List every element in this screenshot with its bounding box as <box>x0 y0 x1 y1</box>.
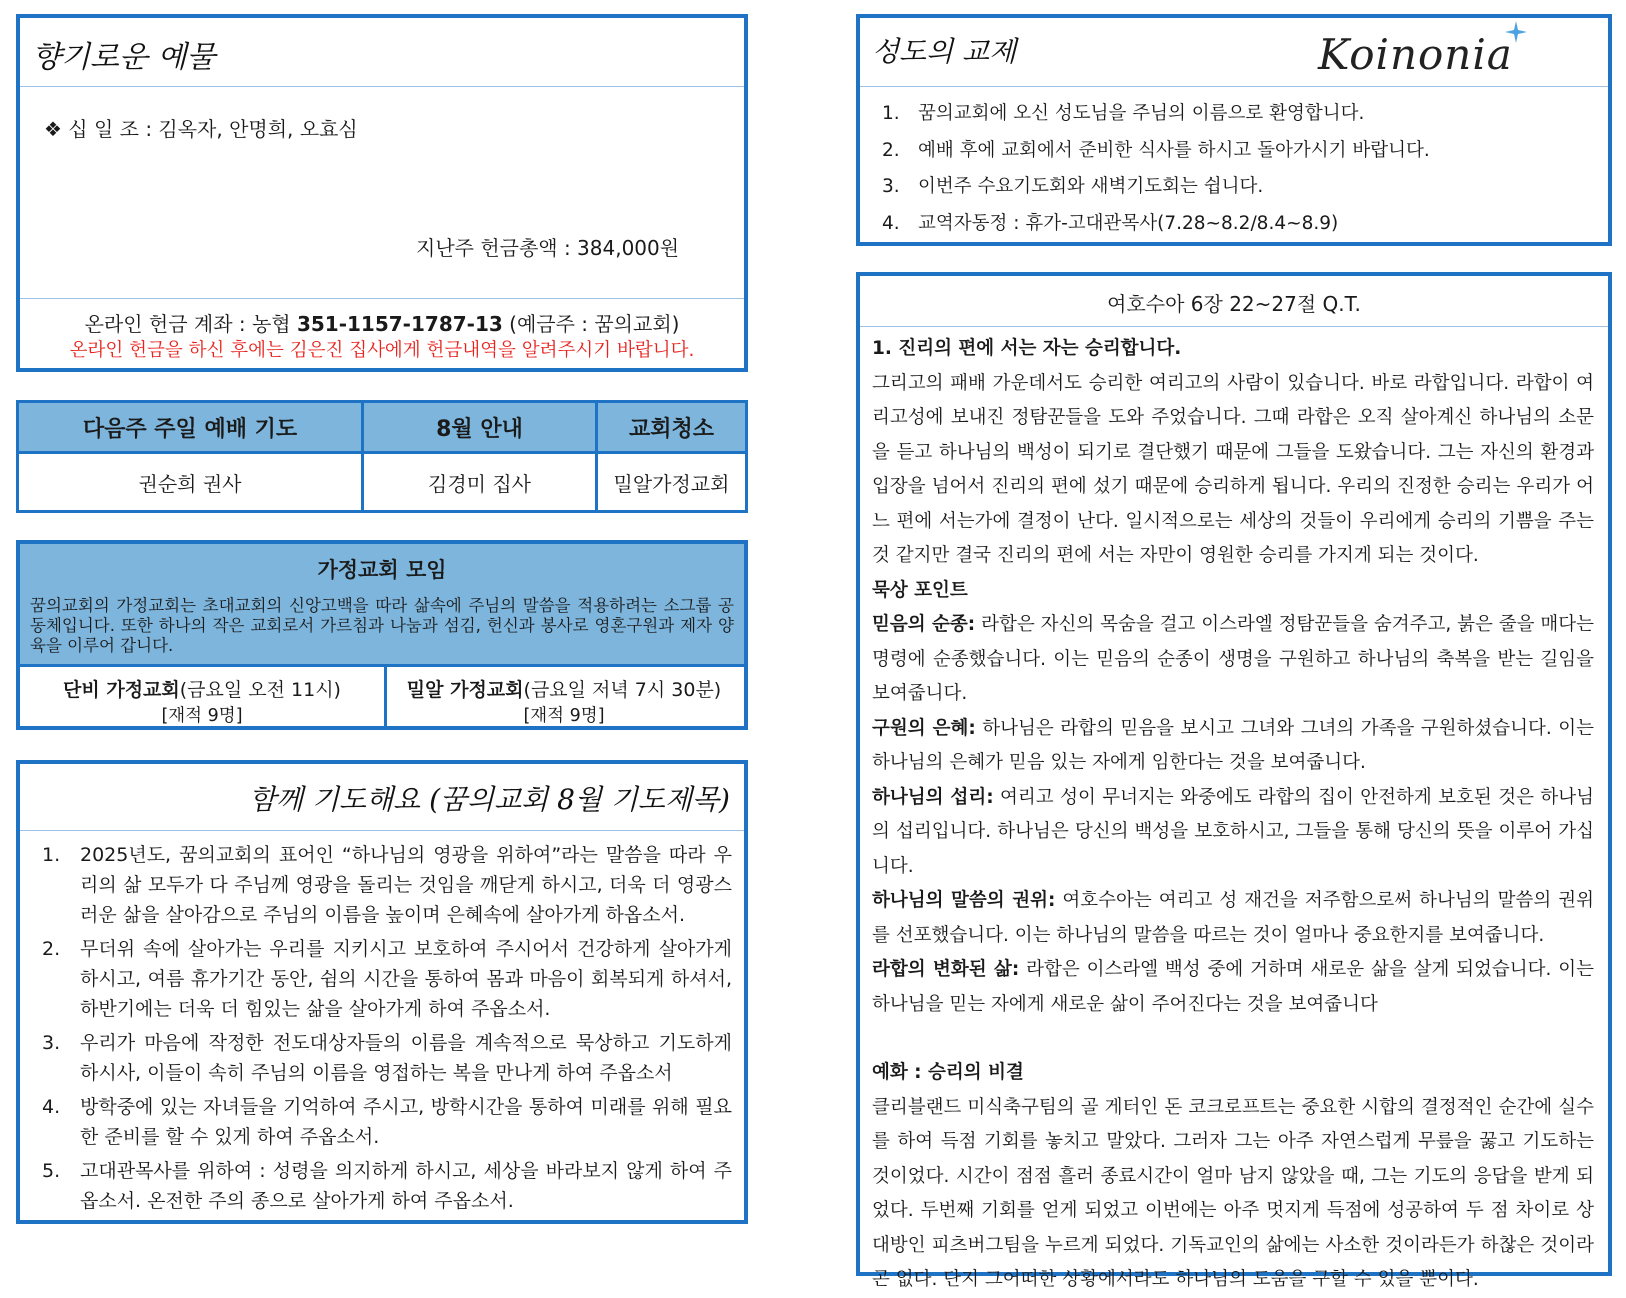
august-guide-value: 김경미 집사 <box>363 453 597 512</box>
qt-section <box>856 272 1612 1290</box>
meditation-point: 구원의 은혜: 하나님은 라합의 믿음을 보시고 그녀와 그녀의 가족을 구원하셨습니다. 이는 하나님의 은혜가 믿음 있는 자에게 임한다는 것을 보여줍니다. <box>872 717 1594 773</box>
prayer-header: 다음주 주일 예배 기도 <box>18 402 363 453</box>
account-number: 351-1157-1787-13 <box>296 312 503 336</box>
prayer-list <box>42 840 732 1216</box>
koinonia-logo: Koinonia <box>1310 20 1540 90</box>
sparkle-icon <box>1504 20 1528 44</box>
prayer-section <box>16 760 748 1224</box>
meditation-point: 하나님의 말씀의 권위: 여호수아는 여리고 성 재건을 저주함으로써 하나님의 말씀의 권위를 선포했습니다. 이는 하나님의 말씀을 따르는 것이 얼마나 중요한지를 보여줍니다. <box>872 890 1594 946</box>
tithe-line: ❖ 십 일 조 : 김옥자, 안명희, 오효심 <box>44 117 358 141</box>
fellowship-list <box>882 96 1598 242</box>
house-church-group: 밀알 가정교회(금요일 저녁 7시 30분) [재적 9명] <box>384 664 744 726</box>
house-church-description: 꿈의교회의 가정교회는 초대교회의 신앙고백을 따라 삶속에 주님의 말씀을 적용하려는 소그룹 공동체입니다. 또한 하나의 작은 교회로서 가르침과 나눔과 섬김, 헌신과 봉사로 영혼구원과 제자 양육을 이루어 갑니다. <box>30 596 734 655</box>
fellowship-title: 성도의 교제 <box>872 35 1017 68</box>
list-item: 3. 우리가 마음에 작정한 전도대상자들의 이름을 계속적으로 묵상하고 기도하게 하시사, 이들이 속히 주님의 이름을 영접하는 복을 만나게 하여 주옵소서 <box>42 1032 732 1084</box>
list-item: 5. 고대관목사를 위하여 : 성령을 의지하게 하시고, 세상을 바라보지 않게 하여 주옵소서. 온전한 주의 종으로 살아가게 하여 주옵소서. <box>42 1160 732 1212</box>
house-church-group: 단비 가정교회(금요일 오전 11시) [재적 9명] <box>20 664 387 726</box>
list-item: 1. 꿈의교회에 오신 성도님을 주님의 이름으로 환영합니다. <box>882 103 1365 124</box>
prayer-value: 권순희 권사 <box>18 453 363 512</box>
illustration-paragraph: 클리블랜드 미식축구팀의 골 게터인 돈 코크로프트는 중요한 시합의 결정적인 순간에 실수를 하여 득점 기회를 놓치고 말았다. 그러자 그는 아주 자연스럽게 무릎을 꿇고 기도하는 것이었다. 시간이 점점 흘러 종료시간이 얼마 남지 않았을 때, 그는 기도의 응답을 받게 되었다. 두번째 기회를 얻게 되었고 이번에는 아주 멋지게 득점에 성공하여 두 점 차이로 상대방인 피츠버그팀을 누르게 되었다. 기독교인의 삶에는 사소한 것이라든가 하찮은 것이라곤 없다. 단지 그어떠한 상황에서라도 하나님의 도움을 구할 수 있을 뿐이다. <box>872 1096 1594 1290</box>
prayer-title: 함께 기도해요 (꿈의교회 8월 기도제목) <box>249 783 730 816</box>
qt-body <box>872 332 1594 1298</box>
list-item: 2. 무더위 속에 살아가는 우리를 지키시고 보호하여 주시어서 건강하게 살아가게 하시고, 여름 휴가기간 동안, 쉼의 시간을 통하여 몸과 마음이 회복되게 하셔서, 하반기에는 더욱 더 힘있는 삶을 살아가게 하여 주옵소서. <box>42 938 732 1020</box>
roles-table <box>16 400 748 513</box>
illustration-heading: 예화 : 승리의 비결 <box>872 1062 1024 1083</box>
meditation-heading: 묵상 포인트 <box>872 579 968 601</box>
cleaning-header: 교회청소 <box>597 402 747 453</box>
roles-table-section <box>16 400 748 513</box>
list-item: 2. 예배 후에 교회에서 준비한 식사를 하시고 돌아가시기 바랍니다. <box>882 139 1430 161</box>
list-item: 3. 이번주 수요기도회와 새벽기도회는 쉽니다. <box>882 176 1264 197</box>
list-item: 4. 방학중에 있는 자녀들을 기억하여 주시고, 방학시간을 통하여 미래를 위해 필요한 준비를 할 수 있게 하여 주옵소서. <box>42 1096 732 1148</box>
meditation-point: 라합의 변화된 삶: 라합은 이스라엘 백성 중에 거하며 새로운 삶을 살게 되었습니다. 이는 하나님을 믿는 자에게 새로운 삶이 주어진다는 것을 보여줍니다 <box>872 959 1594 1015</box>
offering-notice: 온라인 헌금을 하신 후에는 김은진 집사에게 헌금내역을 알려주시기 바랍니다. <box>69 340 695 361</box>
cleaning-value: 밀알가정교회 <box>597 453 747 512</box>
offering-title: 향기로운 예물 <box>32 40 216 75</box>
meditation-point: 하나님의 섭리: 여리고 성이 무너지는 와중에도 라합의 집이 안전하게 보호된 것은 하나님의 섭리입니다. 하나님은 당신의 백성을 보호하시고, 그들을 통해 당신의 뜻을 이루어 가십니다. <box>872 786 1594 877</box>
house-church-section <box>16 540 748 730</box>
list-item: 1. 2025년도, 꿈의교회의 표어인 “하나님의 영광을 위하여”라는 말씀을 따라 우리의 삶 모두가 다 주님께 영광을 돌리는 것임을 깨닫게 하시고, 더욱 더 영광스러운 삶을 살아감으로 주님의 이름을 높이며 은혜속에 살아가게 하옵소서. <box>42 844 732 926</box>
meditation-point: 믿음의 순종: 라합은 자신의 목숨을 걸고 이스라엘 정탐꾼들을 숨겨주고, 붉은 줄을 매다는 명령에 순종했습니다. 이는 믿음의 순종이 생명을 구원하고 하나님의 축복을 받는 길임을 보여줍니다. <box>872 614 1594 704</box>
qt-heading: 1. 진리의 편에 서는 자는 승리합니다. <box>872 338 1182 359</box>
fellowship-section <box>856 14 1612 246</box>
list-item: 4. 교역자동정 : 휴가-고대관목사(7.28~8.2/8.4~8.9) <box>882 212 1339 234</box>
qt-paragraph: 그리고의 패배 가운데서도 승리한 여리고의 사람이 있습니다. 바로 라합입니다. 라합이 여리고성에 보내진 정탐꾼들을 도와 주었습니다. 그때 라합은 오직 살아계신 하나님의 소문을 듣고 하나님의 백성이 되기로 결단했기 때문에 그들을 도왔습니다. 그는 자신의 환경과 입장을 넘어서 진리의 편에 섰기 때문에 승리하게 됩니다. 우리의 진정한 승리는 우리가 어느 편에 서는가에 결정이 난다. 일시적으로는 세상의 것들이 우리에게 승리의 기쁨을 주는 것 같지만 결국 진리의 편에 서는 자만이 영원한 승리를 가지게 되는 것이다. <box>872 372 1594 566</box>
august-guide-header: 8월 안내 <box>363 402 597 453</box>
qt-title: 여호수아 6장 22~27절 Q.T. <box>1107 292 1361 316</box>
online-account: 온라인 헌금 계좌 : 농협 351-1157-1787-13 (예금주 : 꿈의교회) <box>84 312 680 336</box>
offering-section <box>16 14 748 372</box>
house-church-title: 가정교회 모임 <box>317 558 447 582</box>
house-church-header <box>20 544 744 664</box>
offering-total: 지난주 헌금총액 : 384,000원 <box>416 236 680 260</box>
